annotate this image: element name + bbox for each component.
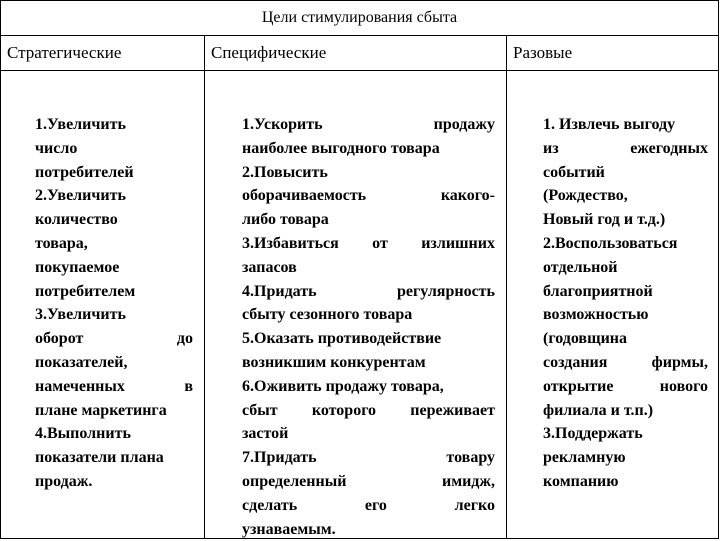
- word: 1.Ускорить: [242, 116, 323, 133]
- text-line: запасов: [242, 258, 297, 276]
- text-line: [242, 113, 495, 137]
- word: сделать: [242, 496, 298, 514]
- word: 7.Придать: [242, 449, 317, 467]
- text-line: благоприятной: [543, 282, 653, 300]
- text-line: 2.Повысить: [242, 163, 328, 181]
- word: нового: [659, 377, 708, 395]
- column-oneoff: [506, 35, 719, 539]
- text-line: количество: [35, 211, 118, 229]
- text-line: [35, 327, 193, 351]
- text-line: 2.Воспользоваться: [543, 234, 678, 252]
- text-line: компанию: [543, 472, 619, 490]
- word: до: [176, 330, 193, 348]
- text-line: потребителей: [35, 163, 134, 181]
- column-header-oneoff: Разовые: [507, 35, 718, 71]
- text-line: продаж.: [35, 472, 93, 490]
- word: определенный: [242, 472, 347, 490]
- table-title: Цели стимулирования сбыта: [0, 0, 719, 36]
- word: оборот: [35, 330, 84, 348]
- word: ежегодных: [630, 139, 708, 157]
- word: которого: [311, 401, 377, 419]
- text-line: 6.Оживить продажу товара,: [242, 377, 444, 395]
- text-line: плане маркетинга: [35, 401, 167, 419]
- word: какого-: [440, 187, 495, 205]
- text-line: [543, 375, 708, 399]
- word: 3.Избавиться: [242, 234, 339, 252]
- text-line: покупаемое: [35, 258, 120, 276]
- text-line: [242, 280, 495, 304]
- text-line: показатели плана: [35, 449, 164, 467]
- text-line: [543, 137, 708, 161]
- word: из: [543, 139, 559, 157]
- word: от: [372, 234, 388, 252]
- text-line: потребителем: [35, 282, 136, 300]
- text-line: застой: [242, 425, 289, 443]
- text-line: [242, 232, 495, 256]
- word: сбыт: [242, 401, 278, 419]
- text-line: 1. Извлечь выгоду: [543, 116, 676, 133]
- text-line: 3.Поддержать: [543, 425, 643, 443]
- text-line: 5.Оказать противодействие: [242, 330, 442, 348]
- column-specific: [204, 35, 507, 539]
- text-line: товара,: [35, 234, 88, 252]
- word: намеченных: [35, 377, 125, 395]
- word: излишних: [421, 234, 495, 252]
- text-line: (Рождество,: [543, 187, 628, 205]
- text-line: 2.Увеличить: [35, 187, 126, 205]
- text-line: [35, 375, 193, 399]
- text-line: 4.Выполнить: [35, 425, 131, 443]
- word: регулярность: [396, 282, 495, 300]
- text-line: [242, 399, 495, 423]
- word: имидж,: [441, 472, 495, 490]
- text-line: филиала и т.п.): [543, 401, 654, 419]
- word: продажу: [433, 116, 495, 133]
- text-line: показателей,: [35, 353, 128, 371]
- text-line: [543, 351, 708, 375]
- word: открытие: [543, 377, 614, 395]
- text-line: [242, 184, 495, 208]
- text-line: узнаваемым.: [242, 520, 336, 538]
- text-line: событий: [543, 163, 605, 181]
- text-line: [242, 470, 495, 494]
- word: фирмы,: [651, 353, 708, 371]
- text-line: 1.Увеличить: [35, 116, 126, 133]
- text-line: [242, 446, 495, 470]
- text-line: 3.Увеличить: [35, 306, 126, 324]
- column-strategic: [0, 35, 205, 539]
- text-line: либо товара: [242, 211, 329, 229]
- text-line: возникшим конкурентам: [242, 353, 426, 371]
- text-line: Новый год и т.д.): [543, 211, 666, 229]
- text-line: [242, 494, 495, 518]
- word: создания: [543, 353, 608, 371]
- text-line: наиболее выгодного товара: [242, 139, 440, 157]
- text-line: отдельной: [543, 258, 618, 276]
- text-line: число: [35, 139, 78, 157]
- word: товару: [446, 449, 495, 467]
- column-body-specific: [205, 71, 507, 541]
- column-header-specific: Специфические: [205, 35, 507, 71]
- word: оборачиваемость: [242, 187, 367, 205]
- column-body-strategic: [1, 71, 205, 494]
- column-body-oneoff: [507, 71, 718, 494]
- text-line: (годовщина: [543, 330, 628, 348]
- text-line: рекламную: [543, 449, 626, 467]
- column-header-strategic: Стратегические: [1, 35, 205, 71]
- word: его: [364, 496, 387, 514]
- word: 4.Придать: [242, 282, 317, 300]
- word: переживает: [410, 401, 495, 419]
- word: легко: [454, 496, 495, 514]
- text-line: возможностью: [543, 306, 649, 324]
- word: в: [184, 377, 193, 395]
- text-line: сбыту сезонного товара: [242, 306, 413, 324]
